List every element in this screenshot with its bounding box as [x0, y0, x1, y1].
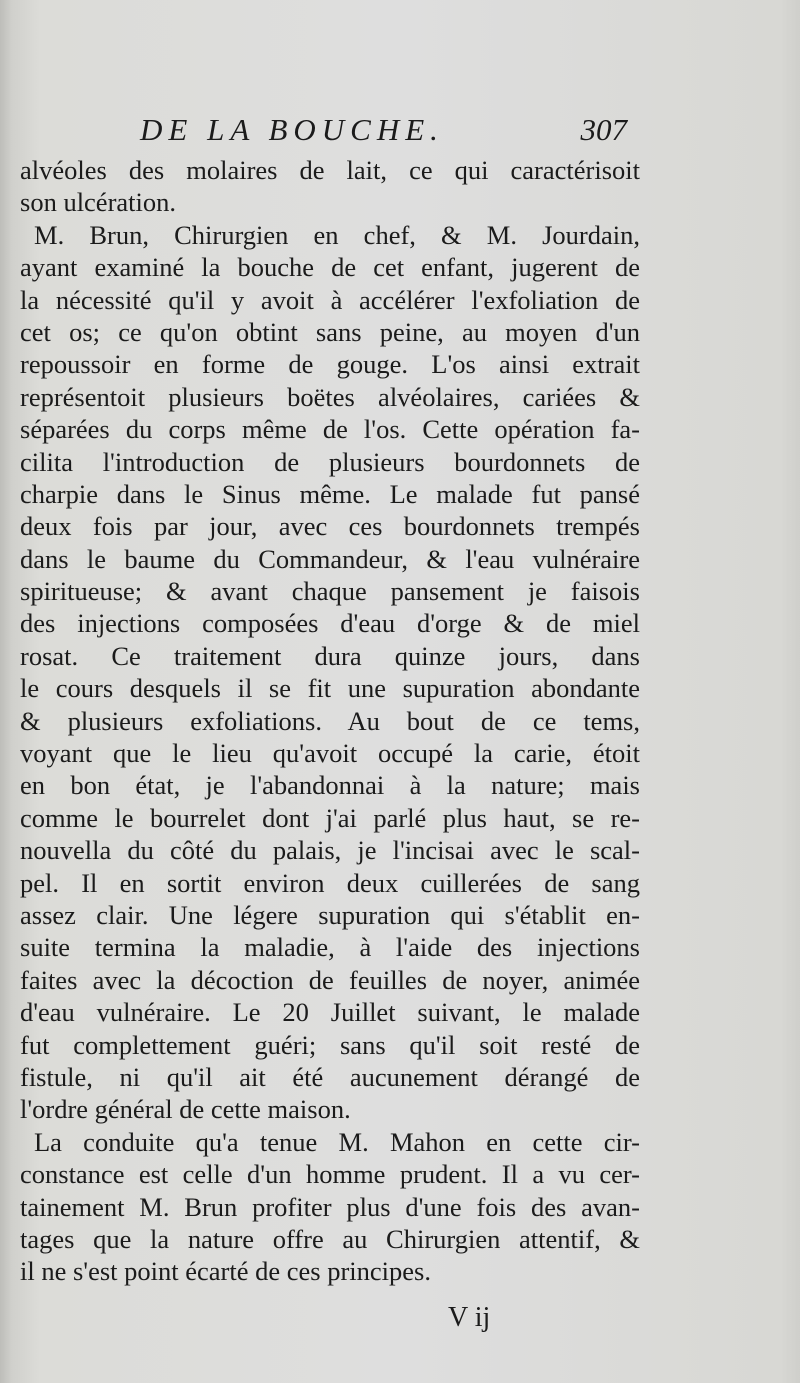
text-line: il ne s'est point écarté de ces principes. — [20, 1256, 431, 1287]
text-line: fut complettement guéri; sans qu'il soit resté de — [20, 1029, 640, 1060]
text-line: des injections composées d'eau d'orge & de miel — [20, 608, 640, 639]
page-number: 307 — [580, 112, 627, 147]
text-line: fistule, ni qu'il ait été aucunement dérangé de — [20, 1061, 640, 1092]
text-line: cilita l'introduction de plusieurs bourdonnets de — [20, 446, 640, 477]
running-head: DE LA BOUCHE. — [140, 112, 444, 147]
text-line: l'ordre général de cette maison. — [20, 1094, 351, 1125]
text-line: & plusieurs exfoliations. Au bout de ce tems, — [20, 705, 640, 736]
text-line: La conduite qu'a tenue M. Mahon en cette cir- — [34, 1126, 640, 1157]
signature-mark: V ij — [448, 1302, 491, 1333]
text-line: cet os; ce qu'on obtint sans peine, au moyen d'un — [20, 316, 640, 347]
text-line: charpie dans le Sinus même. Le malade fut pansé — [20, 478, 640, 509]
text-line: comme le bourrelet dont j'ai parlé plus haut, se re- — [20, 802, 640, 833]
text-line: le cours desquels il se fit une supuration abondante — [20, 673, 640, 704]
text-line: représentoit plusieurs boëtes alvéolaires, cariées & — [20, 381, 640, 412]
text-line: pel. Il en sortit environ deux cuillerées de sang — [20, 867, 640, 898]
text-line: deux fois par jour, avec ces bourdonnets trempés — [20, 511, 640, 542]
text-line: repoussoir en forme de gouge. L'os ainsi extrait — [20, 349, 640, 380]
text-line: M. Brun, Chirurgien en chef, & M. Jourdain, — [34, 219, 640, 250]
text-line: assez clair. Une légere supuration qui s'établit en- — [20, 899, 640, 930]
text-line: tainement M. Brun profiter plus d'une fois des avan- — [20, 1191, 640, 1222]
text-line: nouvella du côté du palais, je l'incisai avec le scal- — [20, 835, 640, 866]
text-line: constance est celle d'un homme prudent. Il a vu cer- — [20, 1159, 640, 1190]
text-line: son ulcération. — [20, 187, 177, 218]
text-line: séparées du corps même de l'os. Cette opération fa- — [20, 414, 640, 445]
text-line: d'eau vulnéraire. Le 20 Juillet suivant, le malade — [20, 997, 640, 1028]
text-line: suite termina la maladie, à l'aide des injections — [20, 932, 640, 963]
text-line: ayant examiné la bouche de cet enfant, jugerent de — [20, 252, 640, 283]
text-line: spiritueuse; & avant chaque pansement je faisois — [20, 576, 640, 607]
page-header — [135, 112, 635, 152]
text-line: voyant que le lieu qu'avoit occupé la carie, étoit — [20, 738, 640, 769]
text-line: faites avec la décoction de feuilles de noyer, animée — [20, 964, 640, 995]
body-text — [20, 154, 640, 1288]
text-line: la nécessité qu'il y avoit à accélérer l'exfoliation de — [20, 284, 640, 315]
text-line: rosat. Ce traitement dura quinze jours, dans — [20, 640, 640, 671]
text-line: alvéoles des molaires de lait, ce qui caractérisoit — [20, 155, 640, 185]
text-line: dans le baume du Commandeur, & l'eau vulnéraire — [20, 543, 640, 574]
text-line: tages que la nature offre au Chirurgien attentif, & — [20, 1223, 640, 1254]
text-line: en bon état, je l'abandonnai à la nature; mais — [20, 770, 640, 801]
